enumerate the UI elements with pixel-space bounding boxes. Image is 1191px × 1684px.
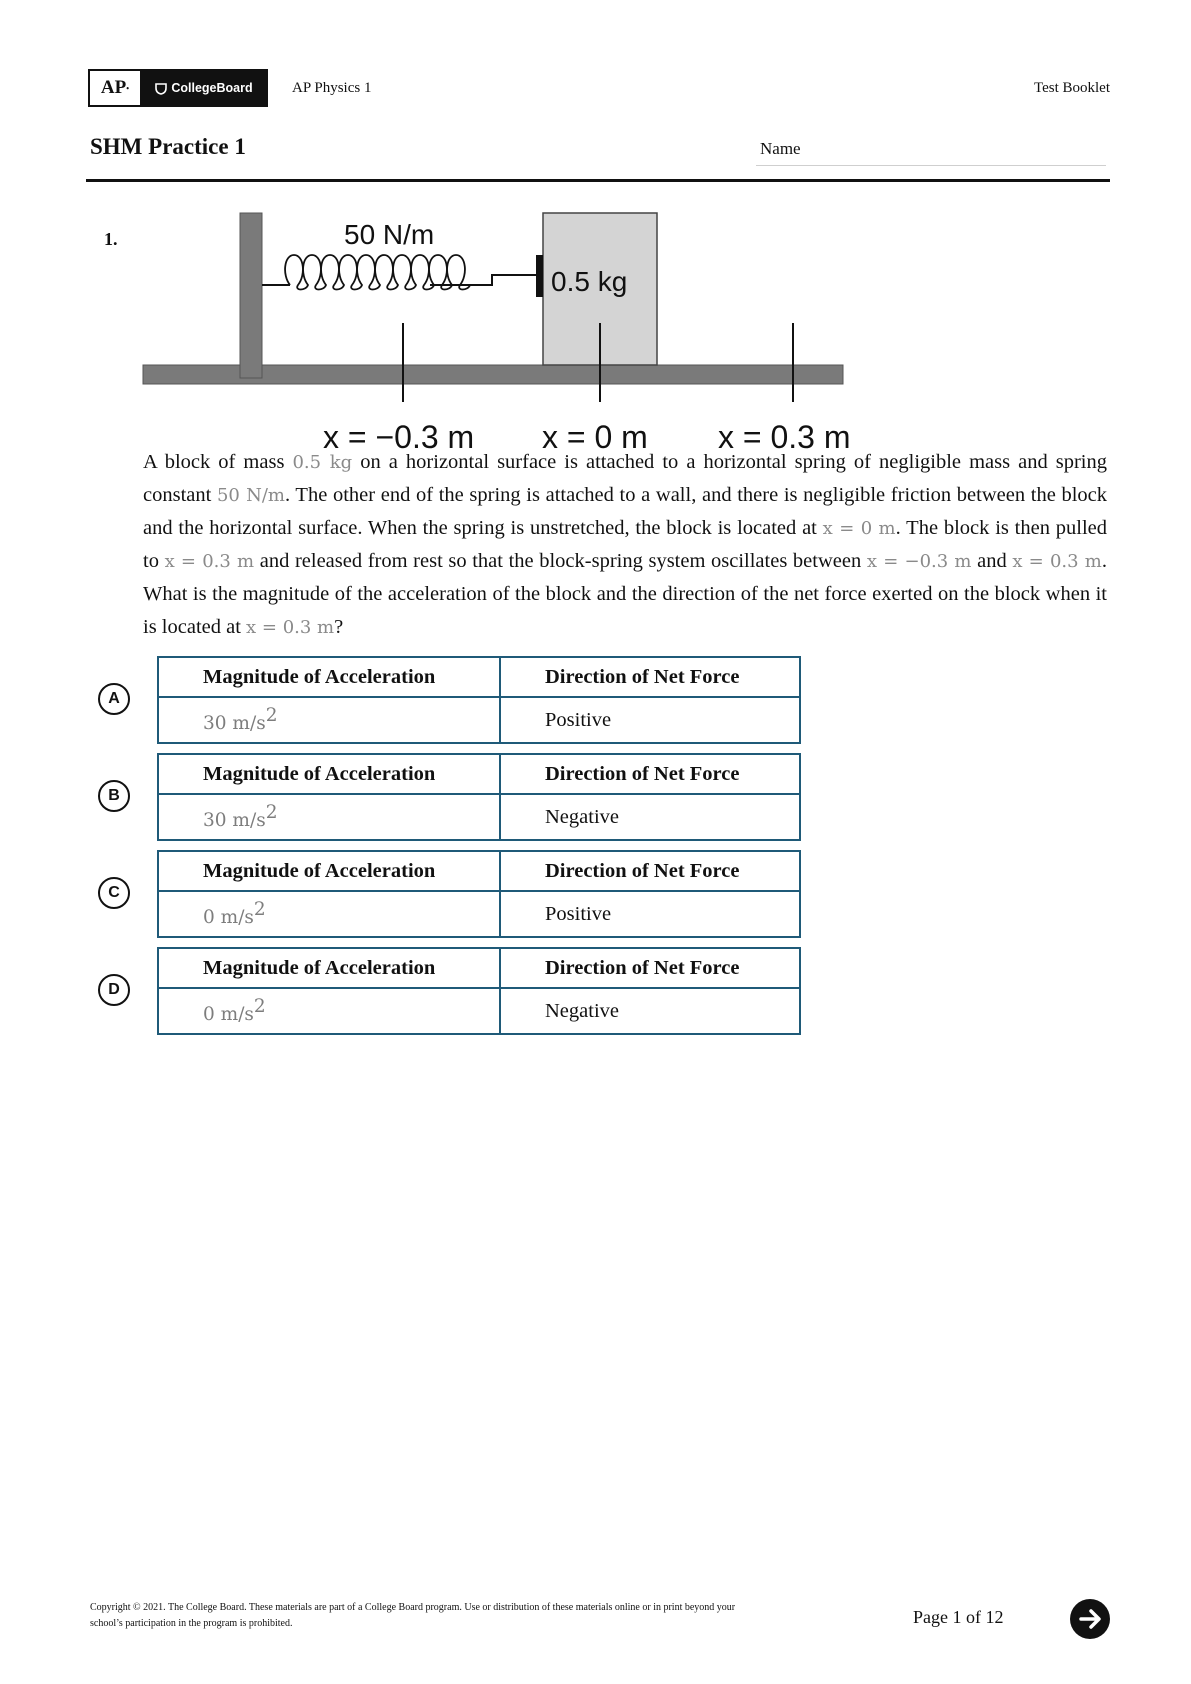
magnitude-exponent: 2	[265, 802, 278, 824]
option-a-selector[interactable]	[98, 683, 130, 715]
option-d-selector[interactable]	[98, 974, 130, 1006]
magnitude-number: 30 m/s	[203, 809, 266, 831]
copyright-notice	[90, 1600, 790, 1632]
col-header-direction: Direction of Net Force	[500, 754, 800, 794]
option-letter: D	[108, 981, 120, 998]
col-header-magnitude: Magnitude of Acceleration	[158, 851, 500, 891]
magnitude-value	[158, 891, 500, 937]
magnitude-value	[158, 697, 500, 743]
question-text-part: ?	[334, 616, 344, 638]
math-expr: x = 0 m	[822, 518, 896, 539]
col-header-magnitude: Magnitude of Acceleration	[158, 948, 500, 988]
spring-constant-label: 50 N/m	[344, 219, 435, 250]
option-b-table[interactable]	[157, 753, 801, 841]
question-text-part: . The block is then pulled to	[143, 517, 1108, 572]
direction-value: Positive	[500, 891, 800, 937]
col-header-direction: Direction of Net Force	[500, 851, 800, 891]
magnitude-number: 0 m/s	[203, 1003, 254, 1025]
col-header-magnitude: Magnitude of Acceleration	[158, 657, 500, 697]
direction-value: Negative	[500, 988, 800, 1034]
magnitude-exponent: 2	[265, 705, 278, 727]
direction-value: Negative	[500, 794, 800, 840]
option-c-table[interactable]	[157, 850, 801, 938]
question-text-part: A block of mass	[143, 451, 293, 473]
ap-logo-text: AP	[100, 77, 127, 98]
question-text-part: on a horizontal surface is attached to a horizontal spring of negligible mass and spring constant	[143, 451, 1108, 506]
question-text-part: . What is the magnitude of the acceleration of the block and the direction of the net force exerted on the block when it is located at	[143, 550, 1107, 638]
option-letter: C	[108, 884, 120, 901]
question-text-part: . The other end of the spring is attached to a wall, and there is negligible friction between the block and the horizontal surface. When the spring is unstretched, the block is located at	[143, 484, 1107, 539]
magnitude-number: 0 m/s	[203, 906, 254, 928]
page-number: Page 1 of 12	[913, 1607, 1004, 1627]
math-expr: x = 0.3 m	[1012, 551, 1102, 572]
copyright-line-2: school’s participation in the program is prohibited.	[90, 1618, 293, 1629]
math-expr: x = 0.3 m	[164, 551, 255, 572]
option-d-table[interactable]	[157, 947, 801, 1035]
mark-zero-label: x = 0 m	[542, 419, 648, 455]
question-text-part: and released from rest so that the block-spring system oscillates between	[254, 550, 867, 572]
collegeboard-logo-text: CollegeBoard	[171, 81, 253, 95]
col-header-direction: Direction of Net Force	[500, 948, 800, 988]
booklet-label: Test Booklet	[1033, 80, 1110, 96]
direction-value: Positive	[500, 697, 800, 743]
magnitude-value	[158, 794, 500, 840]
option-letter: B	[108, 787, 120, 804]
ap-logo: AP •	[90, 71, 142, 105]
arrow-right-icon	[1077, 1606, 1103, 1632]
math-expr: 0.5 kg	[292, 452, 353, 473]
col-header-magnitude: Magnitude of Acceleration	[158, 754, 500, 794]
math-expr: x = 0.3 m	[246, 617, 335, 638]
math-expr: 50 N/m	[216, 485, 286, 506]
acorn-icon	[155, 82, 167, 95]
name-label: Name	[760, 139, 801, 158]
question-text-part: and	[971, 550, 1013, 572]
course-name: AP Physics 1	[292, 80, 372, 96]
magnitude-number: 30 m/s	[203, 712, 266, 734]
magnitude-exponent: 2	[253, 996, 266, 1018]
spring-block-diagram	[140, 205, 860, 455]
mass-label: 0.5 kg	[551, 266, 628, 297]
option-letter: A	[108, 690, 120, 707]
wall	[240, 213, 262, 378]
magnitude-exponent: 2	[253, 899, 266, 921]
question-number: 1.	[104, 229, 118, 249]
header-divider	[86, 179, 1110, 182]
option-b-selector[interactable]	[98, 780, 130, 812]
mark-neg-label: x = −0.3 m	[323, 419, 475, 455]
magnitude-value	[158, 988, 500, 1034]
page-title: SHM Practice 1	[90, 134, 246, 159]
collegeboard-logo	[142, 71, 266, 105]
question-text	[143, 446, 1107, 644]
copyright-line-1: Copyright © 2021. The College Board. These materials are part of a College Board program. Use or distribution of these materials online or in print beyond your	[90, 1602, 736, 1613]
col-header-direction: Direction of Net Force	[500, 657, 800, 697]
option-c-selector[interactable]	[98, 877, 130, 909]
next-page-button[interactable]	[1070, 1599, 1110, 1639]
ap-collegeboard-logo	[88, 69, 268, 107]
block-hook	[536, 255, 543, 297]
math-expr: x = −0.3 m	[866, 551, 972, 572]
option-a-table[interactable]	[157, 656, 801, 744]
name-field[interactable]	[756, 165, 1106, 166]
mark-pos-label: x = 0.3 m	[718, 419, 851, 455]
